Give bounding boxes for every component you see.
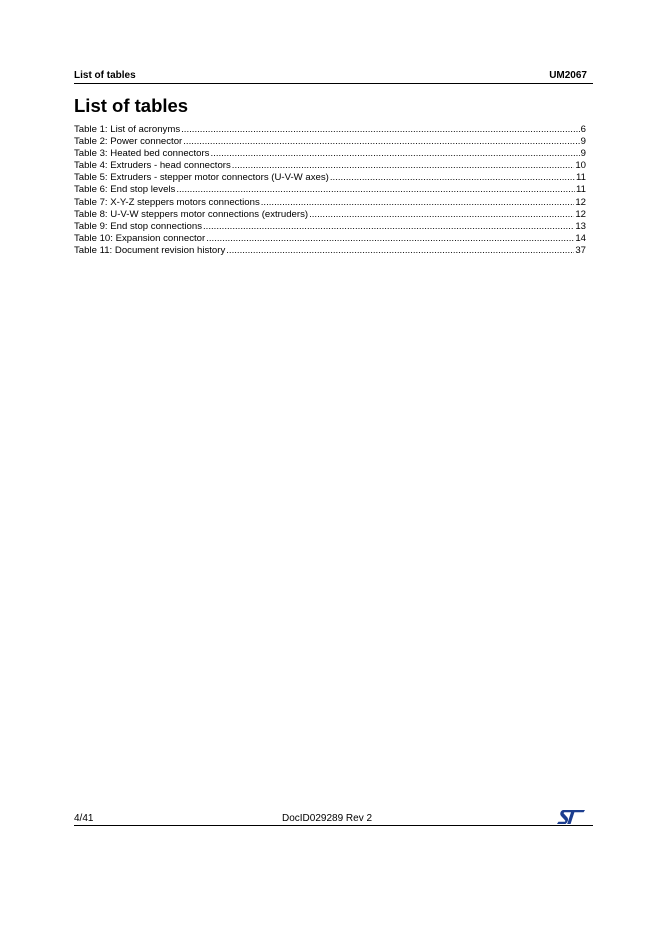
toc-entry[interactable]: [74, 124, 586, 136]
toc-entry[interactable]: [74, 209, 586, 221]
toc-entry[interactable]: [74, 136, 586, 148]
toc-entry[interactable]: [74, 172, 586, 184]
toc-entry-page: 37: [575, 244, 586, 256]
toc-entry-page: 12: [575, 196, 586, 208]
footer-page-number: 4/41: [74, 813, 94, 824]
toc-entry-label: Table 4: Extruders - head connectors: [74, 160, 231, 172]
toc-entry-label: Table 3: Heated bed connectors: [74, 148, 210, 160]
toc-entry-page: 11: [576, 172, 586, 184]
toc-leader: [183, 136, 579, 148]
header-section-title: List of tables: [74, 70, 136, 81]
toc-leader: [330, 172, 575, 184]
toc-entry-label: Table 5: Extruders - stepper motor connectors (U-V-W axes): [74, 172, 329, 184]
toc-leader: [309, 209, 574, 221]
toc-entry-page: 9: [580, 148, 586, 160]
toc-entry[interactable]: [74, 197, 586, 209]
footer-rule: [74, 825, 593, 826]
toc-entry-page: 12: [575, 208, 586, 220]
toc-leader: [261, 197, 575, 209]
st-logo-graphic: [556, 809, 586, 825]
toc-entry-label: Table 11: Document revision history: [74, 244, 226, 256]
toc-entry-label: Table 9: End stop connections: [74, 220, 203, 232]
toc-entry-label: Table 2: Power connector: [74, 136, 183, 148]
toc-entry-label: Table 10: Expansion connector: [74, 232, 206, 244]
toc-entry[interactable]: [74, 221, 586, 233]
toc-entry-label: Table 6: End stop levels: [74, 184, 176, 196]
toc-entry-page: 10: [575, 160, 586, 172]
toc-entry-page: 13: [575, 220, 586, 232]
page-title: List of tables: [74, 95, 189, 116]
toc-leader: [232, 160, 575, 172]
toc-entry-page: 11: [576, 184, 586, 196]
header-doc-code: UM2067: [549, 70, 587, 81]
toc-leader: [203, 221, 574, 233]
toc-entry-label: Table 7: X-Y-Z steppers motors connections: [74, 196, 260, 208]
toc-entry-page: 9: [580, 136, 586, 148]
toc-leader: [206, 233, 574, 245]
toc-leader: [176, 184, 575, 196]
toc-entry[interactable]: [74, 148, 586, 160]
st-logo-icon: [556, 809, 586, 825]
toc-entry[interactable]: [74, 245, 586, 257]
header-rule: [74, 83, 593, 84]
list-of-tables: [74, 124, 586, 257]
toc-leader: [210, 148, 579, 160]
toc-leader: [181, 124, 580, 136]
toc-entry[interactable]: [74, 184, 586, 196]
toc-leader: [226, 245, 574, 257]
footer-doc-id: DocID029289 Rev 2: [282, 813, 373, 824]
toc-entry[interactable]: [74, 233, 586, 245]
toc-entry-page: 14: [575, 232, 586, 244]
toc-entry-label: Table 1: List of acronyms: [74, 124, 181, 135]
page-header: [74, 70, 593, 83]
toc-entry[interactable]: [74, 160, 586, 172]
toc-entry-page: 6: [580, 124, 586, 135]
toc-entry-label: Table 8: U-V-W steppers motor connections (extruders): [74, 208, 309, 220]
